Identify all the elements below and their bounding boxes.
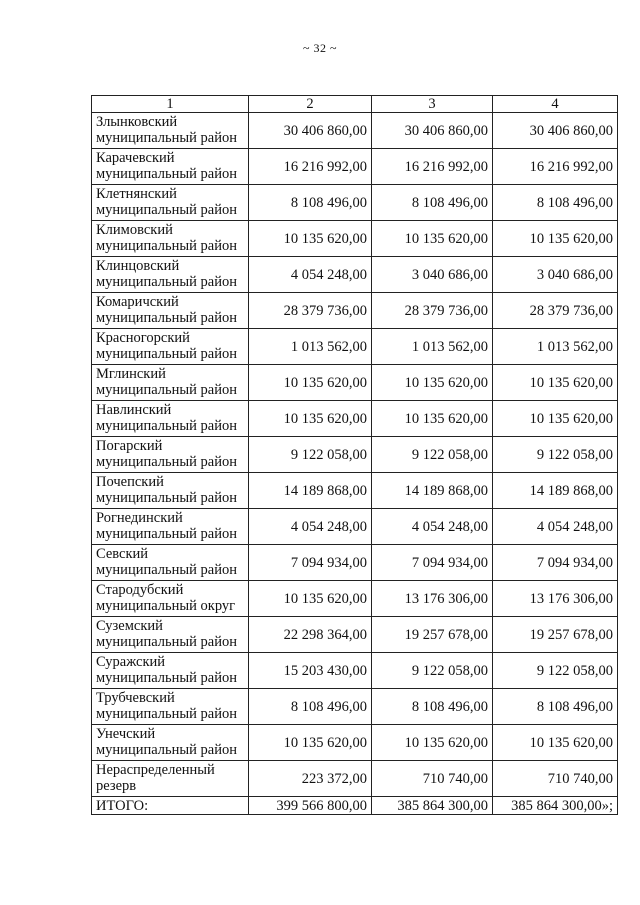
column-header-2: 2 [249,96,372,113]
table-row [92,545,618,581]
amount-col4-cell: 19 257 678,00 [493,617,618,653]
column-header-3: 3 [372,96,493,113]
amount-col3-cell: 14 189 868,00 [372,473,493,509]
table-row [92,365,618,401]
amount-col4-cell: 9 122 058,00 [493,437,618,473]
amount-col4-cell: 10 135 620,00 [493,365,618,401]
amount-col2-cell: 1 013 562,00 [249,329,372,365]
district-name-cell: Клинцовский муниципальный район [92,257,249,293]
amount-col4-cell: 28 379 736,00 [493,293,618,329]
amount-col2-cell: 14 189 868,00 [249,473,372,509]
table-row [92,149,618,185]
amount-col4-cell: 4 054 248,00 [493,509,618,545]
total-value-col2: 399 566 800,00 [249,797,372,815]
column-header-1: 1 [92,96,249,113]
district-name-cell: Нераспределенный резерв [92,761,249,797]
page-number: ~ 32 ~ [303,41,337,55]
amount-col3-cell: 8 108 496,00 [372,185,493,221]
allocation-table [91,95,618,815]
amount-col2-cell: 8 108 496,00 [249,689,372,725]
amount-col4-cell: 10 135 620,00 [493,725,618,761]
total-value-col4: 385 864 300,00»; [493,797,618,815]
district-name-cell: Суземский муниципальный район [92,617,249,653]
amount-col4-cell: 3 040 686,00 [493,257,618,293]
amount-col4-cell: 30 406 860,00 [493,113,618,149]
amount-col2-cell: 10 135 620,00 [249,365,372,401]
amount-col4-cell: 9 122 058,00 [493,653,618,689]
table-row [92,653,618,689]
table-row [92,401,618,437]
amount-col2-cell: 4 054 248,00 [249,509,372,545]
amount-col3-cell: 16 216 992,00 [372,149,493,185]
amount-col4-cell: 16 216 992,00 [493,149,618,185]
table-row [92,509,618,545]
amount-col2-cell: 10 135 620,00 [249,401,372,437]
table-row [92,257,618,293]
amount-col4-cell: 10 135 620,00 [493,221,618,257]
amount-col2-cell: 10 135 620,00 [249,581,372,617]
table-row [92,437,618,473]
district-name-cell: Погарский муниципальный район [92,437,249,473]
amount-col2-cell: 10 135 620,00 [249,725,372,761]
amount-col2-cell: 10 135 620,00 [249,221,372,257]
district-name-cell: Стародубский муниципальный округ [92,581,249,617]
total-row [92,797,618,815]
amount-col3-cell: 10 135 620,00 [372,725,493,761]
district-name-cell: Комаричский муниципальный район [92,293,249,329]
amount-col3-cell: 9 122 058,00 [372,653,493,689]
table-header-row [92,96,618,113]
amount-col3-cell: 1 013 562,00 [372,329,493,365]
district-name-cell: Унечский муниципальный район [92,725,249,761]
table-row [92,293,618,329]
amount-col4-cell: 1 013 562,00 [493,329,618,365]
district-name-cell: Клетнянский муниципальный район [92,185,249,221]
amount-col2-cell: 22 298 364,00 [249,617,372,653]
amount-col3-cell: 4 054 248,00 [372,509,493,545]
amount-col2-cell: 28 379 736,00 [249,293,372,329]
amount-col2-cell: 7 094 934,00 [249,545,372,581]
amount-col3-cell: 7 094 934,00 [372,545,493,581]
amount-col3-cell: 28 379 736,00 [372,293,493,329]
amount-col2-cell: 4 054 248,00 [249,257,372,293]
column-header-4: 4 [493,96,618,113]
district-name-cell: Климовский муниципальный район [92,221,249,257]
amount-col4-cell: 13 176 306,00 [493,581,618,617]
total-label: ИТОГО: [92,797,249,815]
amount-col2-cell: 16 216 992,00 [249,149,372,185]
district-name-cell: Мглинский муниципальный район [92,365,249,401]
district-name-cell: Навлинский муниципальный район [92,401,249,437]
table-row [92,473,618,509]
amount-col3-cell: 13 176 306,00 [372,581,493,617]
table-row [92,329,618,365]
district-name-cell: Карачевский муниципальный район [92,149,249,185]
amount-col4-cell: 7 094 934,00 [493,545,618,581]
district-name-cell: Рогнединский муниципальный район [92,509,249,545]
district-name-cell: Севский муниципальный район [92,545,249,581]
district-name-cell: Почепский муниципальный район [92,473,249,509]
amount-col3-cell: 710 740,00 [372,761,493,797]
table-row [92,617,618,653]
amount-col4-cell: 10 135 620,00 [493,401,618,437]
table-row [92,185,618,221]
table-row [92,689,618,725]
amount-col3-cell: 10 135 620,00 [372,401,493,437]
district-name-cell: Трубчевский муниципальный район [92,689,249,725]
amount-col2-cell: 9 122 058,00 [249,437,372,473]
table-row [92,113,618,149]
amount-col3-cell: 3 040 686,00 [372,257,493,293]
district-name-cell: Красногорский муниципальный район [92,329,249,365]
amount-col3-cell: 10 135 620,00 [372,221,493,257]
amount-col2-cell: 8 108 496,00 [249,185,372,221]
amount-col3-cell: 19 257 678,00 [372,617,493,653]
amount-col3-cell: 30 406 860,00 [372,113,493,149]
amount-col4-cell: 710 740,00 [493,761,618,797]
amount-col4-cell: 14 189 868,00 [493,473,618,509]
table-row [92,761,618,797]
amount-col3-cell: 8 108 496,00 [372,689,493,725]
district-name-cell: Суражский муниципальный район [92,653,249,689]
amount-col2-cell: 223 372,00 [249,761,372,797]
amount-col2-cell: 15 203 430,00 [249,653,372,689]
amount-col4-cell: 8 108 496,00 [493,689,618,725]
amount-col2-cell: 30 406 860,00 [249,113,372,149]
amount-col3-cell: 9 122 058,00 [372,437,493,473]
table-row [92,725,618,761]
total-value-col3: 385 864 300,00 [372,797,493,815]
amount-col3-cell: 10 135 620,00 [372,365,493,401]
table-row [92,221,618,257]
district-name-cell: Злынковский муниципальный район [92,113,249,149]
amount-col4-cell: 8 108 496,00 [493,185,618,221]
table-row [92,581,618,617]
table-body [92,113,618,797]
